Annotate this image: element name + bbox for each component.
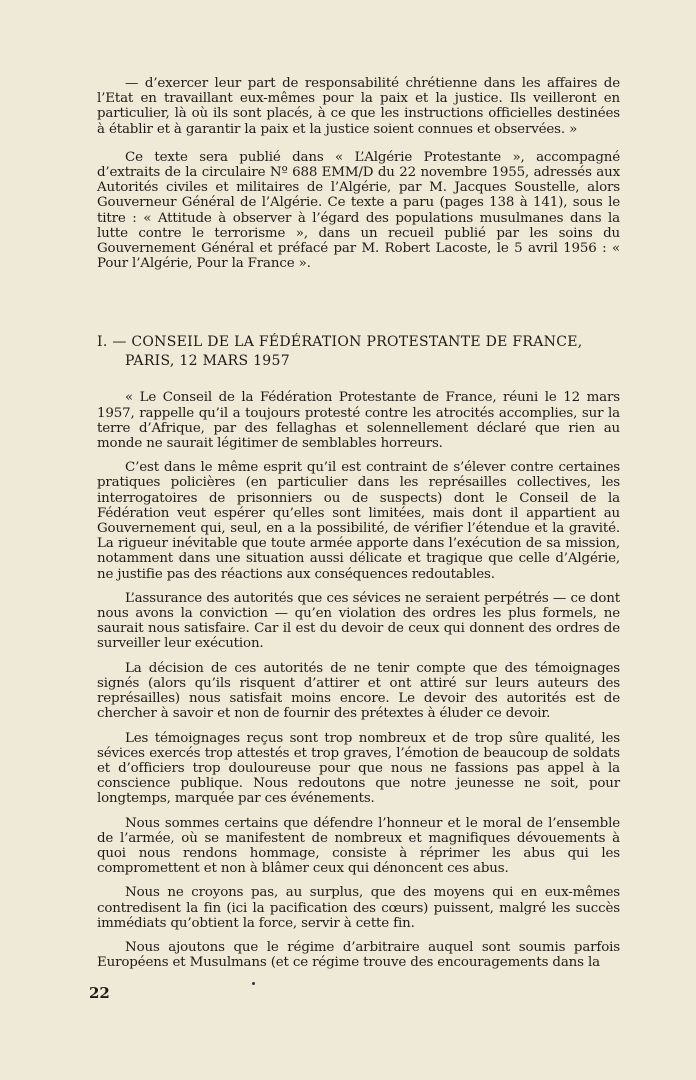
paragraph: « Le Conseil de la Fédération Protestante de France, réuni le 12 mars 1957, rappelle qu’il a toujours protesté contre les atrocités accomplies, sur la terre d’Afrique, par des fellaghas et solennellement déclaré que rien au monde ne saurait légitimer de semblables horreurs. — [97, 390, 620, 452]
section-heading-line2: PARIS, 12 MARS 1957 — [125, 353, 290, 370]
section-heading — [97, 333, 620, 371]
paragraph: L’assurance des autorités que ces sévices ne seraient perpétrés — ce dont nous avons la conviction — qu’en violation des ordres les plus formels, ne saurait nous satisfaire. Car il est du devoir de ceux qui donnent des ordres de surveiller leur exécution. — [97, 590, 620, 652]
paragraph: Nous sommes certains que défendre l’honneur et le moral de l’ensemble de l’armée, où se manifestent de nombreux et magnifiques dévouements à quoi nous rendons hommage, consiste à réprimer les abus qui les compromettent et non à blâmer ceux qui dénoncent ces abus. — [97, 815, 620, 877]
page-number: 22 — [89, 984, 110, 1002]
paragraph: La décision de ces autorités de ne tenir compte que des témoignages signés (alors qu’ils risquent d’attirer et ont attiré sur leurs auteurs des représailles) nous satisfait moins encore. Le devoir des autorités est de chercher à savoir et non de fournir des prétextes à éluder ce devoir. — [97, 660, 620, 722]
paragraph: Ce texte sera publié dans « L’Algérie Protestante », accompagné d’extraits de la circulaire Nº 688 EMM/D du 22 novembre 1955, adressés aux Autorités civiles et militaires de l’Algérie, par M. Jacques Soustelle, alors Gouverneur Général de l’Algérie. Ce texte a paru (pages 138 à 141), sous le titre : « Attitude à observer à l’égard des populations musulmanes dans la lutte contre le terrorisme », dans un recueil publié par les soins du Gouvernement Général et préfacé par M. Robert Lacoste, le 5 avril 1956 : « Pour l’Algérie, Pour la France ». — [97, 149, 620, 272]
page-body — [97, 76, 620, 970]
paragraph: Nous ajoutons que le régime d’arbitraire auquel sont soumis parfois Européens et Musulmans (et ce régime trouve des encouragements dans la — [97, 939, 620, 971]
paragraph: Les témoignages reçus sont trop nombreux et de trop sûre qualité, les sévices exercés trop attestés et trop graves, l’émotion de beaucoup de soldats et d’officiers trop douloureuse pour que nous ne fassions pas appel à la conscience publique. Nous redoutons que notre jeunesse ne soit, pour longtemps, marquée par ces événements. — [97, 730, 620, 807]
section-heading-line1: I. — CONSEIL DE LA FÉDÉRATION PROTESTANTE DE FRANCE, — [97, 334, 583, 351]
ink-dot — [252, 982, 255, 985]
paragraph: — d’exercer leur part de responsabilité chrétienne dans les affaires de l’Etat en travaillant eux-mêmes pour la paix et la justice. Ils veilleront en particulier, là où ils sont placés, à ce que les instructions officielles destinées à établir et à garantir la paix et la justice soient connues et observées. » — [97, 76, 620, 137]
paragraph: C’est dans le même esprit qu’il est contraint de s’élever contre certaines pratiques policières (en particulier dans les représailles collectives, les interrogatoires de prisonniers ou de suspects) dont le Conseil de la Fédération veut espérer qu’elles sont limitées, mais dont il appartient au Gouvernement qui, seul, en a la possibilité, de vérifier l’étendue et la gravité. La rigueur inévitable que toute armée apporte dans l’exécution de sa mission, notamment dans une situation aussi délicate et tragique que celle d’Algérie, ne justifie pas des réactions aux conséquences redoutables. — [97, 460, 620, 582]
paragraph: Nous ne croyons pas, au surplus, que des moyens qui en eux-mêmes contredisent la fin (ici la pacification des cœurs) puissent, malgré les succès immédiats qu’obtient la force, servir à cette fin. — [97, 885, 620, 931]
